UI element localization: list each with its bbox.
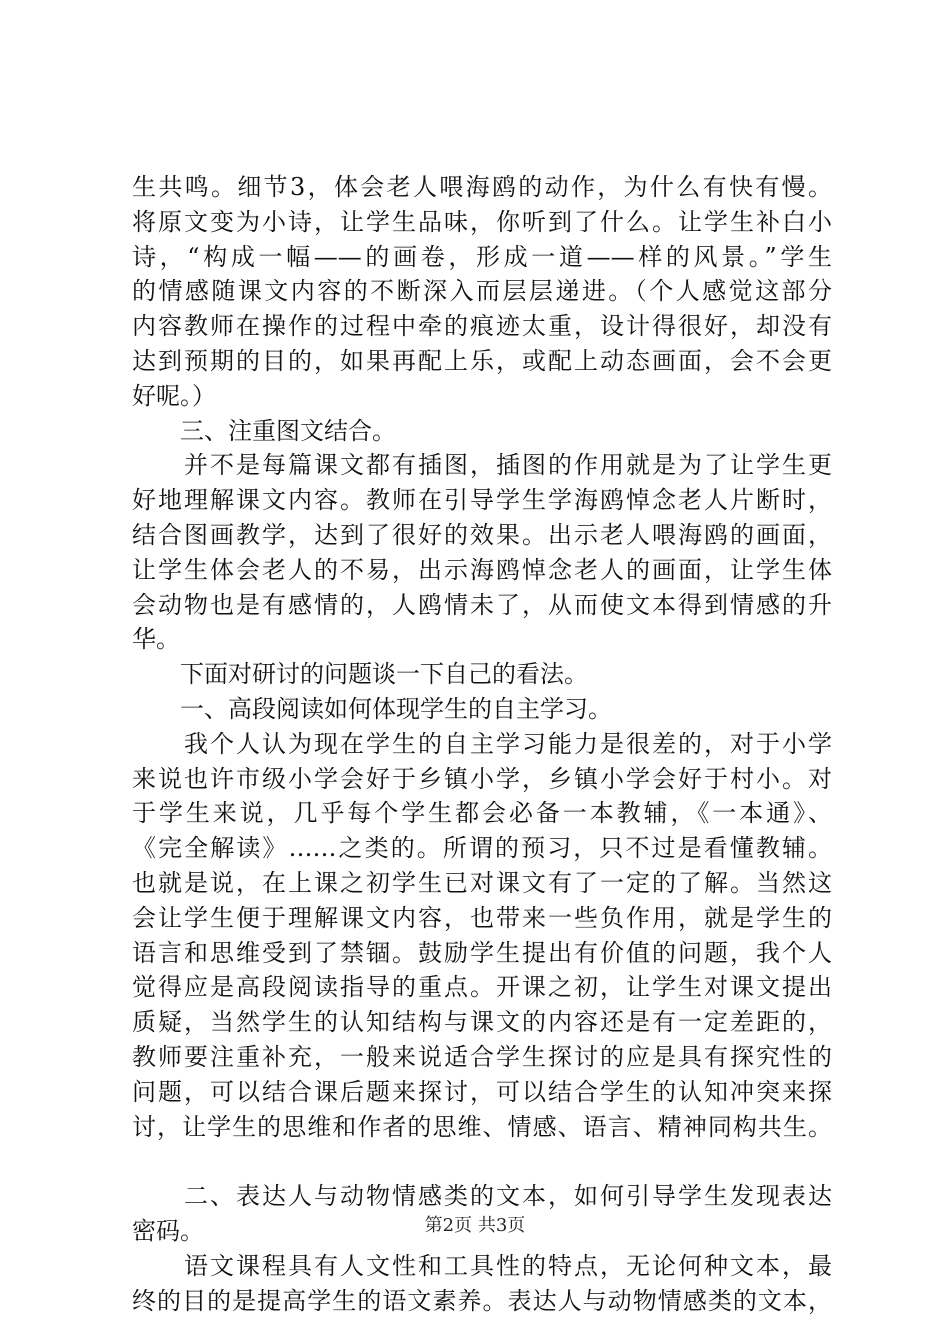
text-line: 的情感随课文内容的不断深入而层层递进。（个人感觉这部分 [132,277,832,306]
text-line: 来说也许市级小学会好于乡镇小学，乡镇小学会好于村小。对 [132,764,832,793]
text-line: 二、表达人与动物情感类的文本，如何引导学生发现表达 [132,1182,832,1211]
text-line: 也就是说，在上课之初学生已对课文有了一定的了解。当然这 [132,868,832,897]
text-line: 终的目的是提高学生的语文素养。表达人与动物情感类的文本， [132,1286,832,1315]
body-text [132,170,832,1318]
page-footer: 第2页 共3页 [424,1215,526,1236]
text-line: 质疑，当然学生的认知结构与课文的内容还是有一定差距的， [132,1008,832,1037]
text-line: 会动物也是有感情的，人鸥情未了，从而使文本得到情感的升 [132,590,832,619]
text-line: 达到预期的目的，如果再配上乐，或配上动态画面，会不会更 [132,346,832,375]
text-line: 一、高段阅读如何体现学生的自主学习。 [132,694,612,723]
text-line: 好地理解课文内容。教师在引导学生学海鸥悼念老人片断时， [132,486,832,515]
text-line: 生共鸣。细节3，体会老人喂海鸥的动作，为什么有快有慢。 [132,173,832,201]
text-line: 下面对研讨的问题谈一下自己的看法。 [132,660,588,689]
text-line: 语言和思维受到了禁锢。鼓励学生提出有价值的问题，我个人 [132,938,832,967]
text-line: 诗，“构成一幅——的画卷，形成一道——样的风景。”学生 [132,242,832,271]
text-line: 我个人认为现在学生的自主学习能力是很差的，对于小学 [132,729,832,758]
text-line: 将原文变为小诗，让学生品味，你听到了什么。让学生补白小 [132,207,832,236]
text-line: 《完全解读》……之类的。所谓的预习，只不过是看懂教辅。 [132,834,832,863]
text-line: 让学生体会老人的不易，出示海鸥悼念老人的画面，让学生体 [132,555,832,584]
text-line: 教师要注重补充，一般来说适合学生探讨的应是具有探究性的 [132,1042,832,1071]
text-line: 结合图画教学，达到了很好的效果。出示老人喂海鸥的画面， [132,520,832,549]
text-line: 讨，让学生的思维和作者的思维、情感、语言、精神同构共生。 [132,1112,832,1141]
text-line: 密码。 [132,1216,204,1245]
text-line: 会让学生便于理解课文内容，也带来一些负作用，就是学生的 [132,903,832,932]
text-line: 问题，可以结合课后题来探讨，可以结合学生的认知冲突来探 [132,1077,832,1106]
text-line: 语文课程具有人文性和工具性的特点，无论何种文本，最 [132,1251,832,1280]
text-line: 三、注重图文结合。 [132,416,396,445]
text-line: 好呢。） [132,381,216,410]
text-line: 并不是每篇课文都有插图，插图的作用就是为了让学生更 [132,451,832,480]
blank-line [132,1144,832,1179]
text-line: 华。 [132,625,180,654]
text-line: 内容教师在操作的过程中牵的痕迹太重，设计得很好，却没有 [132,312,832,341]
text-line: 觉得应是高段阅读指导的重点。开课之初，让学生对课文提出 [132,973,832,1002]
text-line: 于学生来说，几乎每个学生都会必备一本教辅，《一本通》、 [132,799,832,828]
